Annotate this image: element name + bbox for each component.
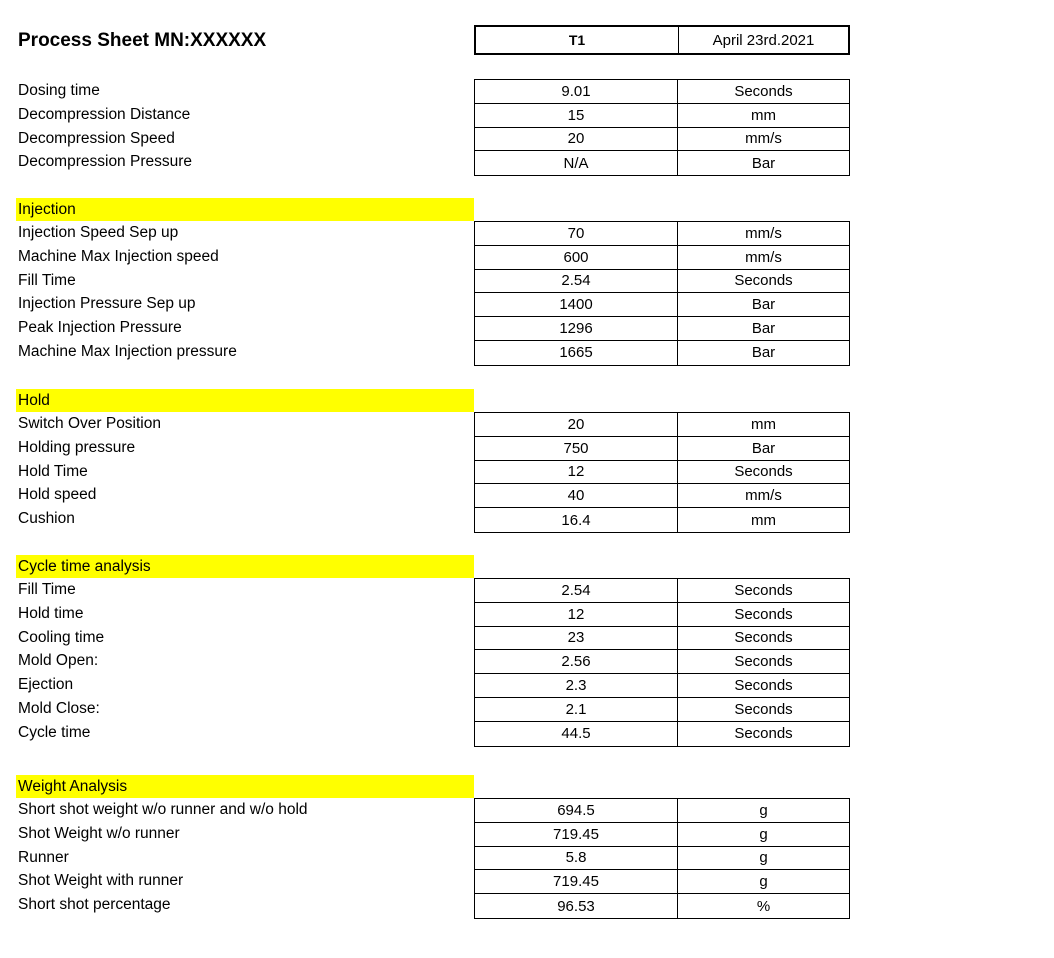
header-box	[474, 25, 850, 55]
row-label: Cooling time	[18, 628, 105, 646]
row-label: Mold Close:	[18, 700, 100, 717]
row-label: Mold Open:	[18, 652, 99, 670]
unit-cell: mm/s	[745, 248, 782, 266]
unit-cell: Seconds	[734, 700, 793, 718]
value-cell: 1296	[475, 317, 678, 340]
value-cell: 96.53	[475, 894, 678, 918]
value-cell: 600	[475, 246, 678, 269]
value-cell: 1400	[475, 293, 678, 316]
unit-cell: Bar	[751, 344, 776, 362]
unit-cell: Bar	[751, 439, 776, 457]
table-row	[475, 847, 849, 871]
value-cell: 15	[475, 104, 678, 127]
table-row	[475, 270, 849, 294]
value-cell: 694.5	[475, 799, 678, 822]
unit-cell: mm/s	[745, 224, 782, 242]
section-heading: Weight Analysis	[16, 775, 474, 798]
value-cell: 12	[475, 461, 678, 484]
row-label: Switch Over Position	[18, 415, 161, 432]
row-label: Hold speed	[18, 486, 97, 504]
unit-cell: g	[759, 825, 768, 843]
value-cell: 2.54	[475, 579, 678, 602]
unit-cell: Seconds	[734, 725, 793, 743]
table-row	[475, 293, 849, 317]
value-table	[474, 578, 850, 747]
value-cell: 2.3	[475, 674, 678, 697]
unit-cell: Seconds	[734, 605, 793, 623]
table-row	[475, 508, 849, 532]
value-table	[474, 798, 850, 919]
value-cell: 20	[475, 413, 678, 436]
table-row	[475, 603, 849, 627]
unit-cell: %	[756, 897, 771, 915]
unit-cell: g	[759, 801, 768, 819]
row-label: Injection Pressure Sep up	[18, 295, 196, 313]
row-label: Hold time	[18, 604, 84, 622]
value-cell: 750	[475, 437, 678, 460]
unit-cell: Seconds	[734, 581, 793, 599]
table-row	[475, 579, 849, 603]
row-label: Cushion	[18, 510, 75, 528]
row-label: Holding pressure	[18, 438, 136, 456]
row-label: Machine Max Injection pressure	[18, 343, 237, 360]
row-label: Fill Time	[18, 581, 76, 598]
value-cell: 719.45	[475, 823, 678, 846]
value-cell: 12	[475, 603, 678, 626]
value-cell: 719.45	[475, 870, 678, 893]
section-heading: Cycle time analysis	[16, 555, 474, 578]
row-label: Short shot percentage	[18, 896, 171, 914]
unit-cell: Seconds	[734, 653, 793, 671]
table-row	[475, 104, 849, 128]
value-cell: 9.01	[475, 80, 678, 103]
table-row	[475, 413, 849, 437]
value-cell: 44.5	[475, 722, 678, 746]
row-label: Runner	[18, 848, 69, 866]
unit-cell: mm/s	[745, 487, 782, 505]
unit-cell: g	[759, 873, 768, 891]
row-label: Peak Injection Pressure	[18, 319, 182, 337]
table-row	[475, 128, 849, 152]
table-row	[475, 650, 849, 674]
row-label: Short shot weight w/o runner and w/o hold	[18, 801, 308, 818]
unit-cell: Seconds	[734, 629, 793, 647]
value-cell: N/A	[475, 151, 678, 175]
row-label: Hold Time	[18, 462, 88, 480]
page-title: Process Sheet MN:XXXXXX	[18, 30, 267, 51]
table-row	[475, 151, 849, 175]
unit-cell: Seconds	[734, 82, 793, 100]
value-cell: 5.8	[475, 847, 678, 870]
row-label: Decompression Pressure	[18, 153, 193, 171]
value-cell: 20	[475, 128, 678, 151]
table-row	[475, 80, 849, 104]
table-row	[475, 823, 849, 847]
unit-cell: Bar	[751, 154, 776, 172]
value-cell: 2.56	[475, 650, 678, 673]
table-row	[475, 317, 849, 341]
value-table	[474, 412, 850, 533]
table-row	[475, 246, 849, 270]
row-label: Dosing time	[18, 82, 100, 99]
table-row	[475, 870, 849, 894]
table-row	[475, 722, 849, 746]
section-heading: Hold	[16, 389, 474, 412]
unit-cell: g	[759, 849, 768, 867]
unit-cell: mm/s	[745, 130, 782, 148]
row-label: Injection Speed Sep up	[18, 224, 179, 241]
value-cell: 23	[475, 627, 678, 650]
table-row	[475, 799, 849, 823]
row-label: Fill Time	[18, 271, 76, 289]
value-cell: 2.54	[475, 270, 678, 293]
value-cell: 2.1	[475, 698, 678, 721]
table-row	[475, 894, 849, 918]
unit-cell: Seconds	[734, 677, 793, 695]
value-cell: 40	[475, 484, 678, 507]
unit-cell: Bar	[751, 320, 776, 338]
table-row	[475, 674, 849, 698]
table-row	[475, 461, 849, 485]
unit-cell: mm	[751, 511, 776, 529]
table-row	[475, 484, 849, 508]
unit-cell: mm	[751, 106, 776, 124]
unit-cell: Seconds	[734, 272, 793, 290]
unit-cell: Bar	[751, 296, 776, 314]
unit-cell: Seconds	[734, 463, 793, 481]
value-cell: 70	[475, 222, 678, 245]
date-label: April 23rd.2021	[712, 31, 815, 49]
row-label: Ejection	[18, 676, 74, 694]
row-label: Cycle time	[18, 723, 91, 741]
row-label: Machine Max Injection speed	[18, 247, 219, 265]
row-label: Shot Weight w/o runner	[18, 824, 180, 842]
value-table	[474, 221, 850, 366]
value-table	[474, 79, 850, 176]
row-label: Decompression Speed	[18, 129, 175, 147]
table-row	[475, 698, 849, 722]
table-row	[475, 627, 849, 651]
section-heading: Injection	[16, 198, 474, 221]
value-cell: 16.4	[475, 508, 678, 532]
table-row	[475, 437, 849, 461]
table-row	[475, 222, 849, 246]
unit-cell: mm	[751, 415, 776, 433]
row-label: Shot Weight with runner	[18, 872, 184, 890]
trial-label: T1	[476, 27, 679, 53]
value-cell: 1665	[475, 341, 678, 365]
table-row	[475, 341, 849, 365]
row-label: Decompression Distance	[18, 105, 191, 123]
